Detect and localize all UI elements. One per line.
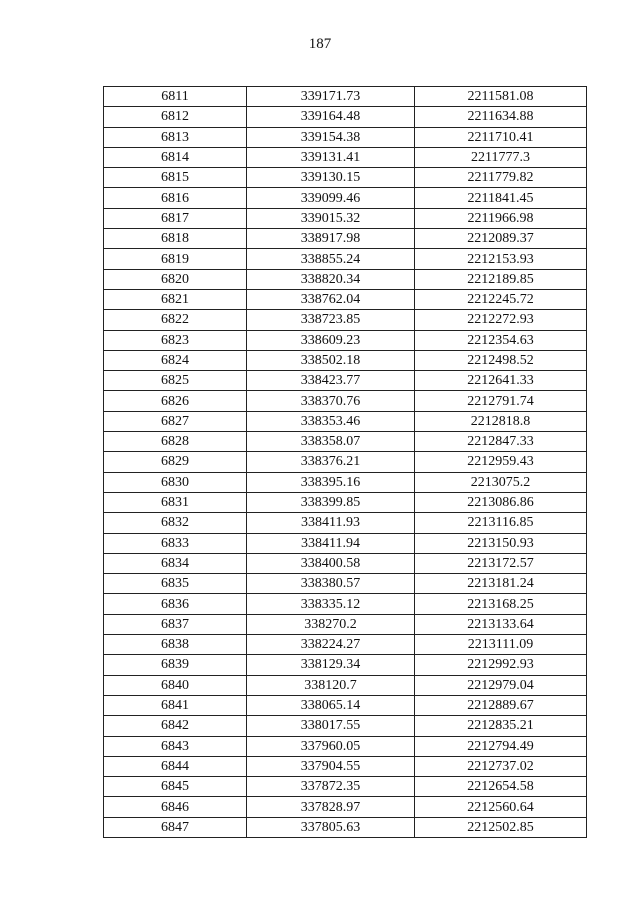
table-row <box>104 716 587 736</box>
x-coordinate-cell: 338129.34 <box>247 655 415 675</box>
table-row <box>104 777 587 797</box>
table-row <box>104 675 587 695</box>
point-number-cell: 6838 <box>104 635 247 655</box>
x-coordinate-cell: 338855.24 <box>247 249 415 269</box>
y-coordinate-cell: 2212189.85 <box>415 269 587 289</box>
x-coordinate-cell: 338411.93 <box>247 513 415 533</box>
x-coordinate-cell: 338762.04 <box>247 289 415 309</box>
y-coordinate-cell: 2212737.02 <box>415 756 587 776</box>
x-coordinate-cell: 338917.98 <box>247 229 415 249</box>
point-number-cell: 6826 <box>104 391 247 411</box>
x-coordinate-cell: 338370.76 <box>247 391 415 411</box>
x-coordinate-cell: 339130.15 <box>247 168 415 188</box>
table-row <box>104 695 587 715</box>
y-coordinate-cell: 2212498.52 <box>415 350 587 370</box>
x-coordinate-cell: 338335.12 <box>247 594 415 614</box>
x-coordinate-cell: 337828.97 <box>247 797 415 817</box>
y-coordinate-cell: 2212818.8 <box>415 411 587 431</box>
y-coordinate-cell: 2213111.09 <box>415 635 587 655</box>
table-row <box>104 736 587 756</box>
y-coordinate-cell: 2212245.72 <box>415 289 587 309</box>
table-row <box>104 229 587 249</box>
point-number-cell: 6816 <box>104 188 247 208</box>
x-coordinate-cell: 338224.27 <box>247 635 415 655</box>
table-row <box>104 289 587 309</box>
x-coordinate-cell: 339099.46 <box>247 188 415 208</box>
table-row <box>104 533 587 553</box>
x-coordinate-cell: 339171.73 <box>247 87 415 107</box>
x-coordinate-cell: 339164.48 <box>247 107 415 127</box>
x-coordinate-cell: 338065.14 <box>247 695 415 715</box>
table-row <box>104 513 587 533</box>
table-row <box>104 168 587 188</box>
x-coordinate-cell: 337805.63 <box>247 817 415 837</box>
table-row <box>104 147 587 167</box>
point-number-cell: 6829 <box>104 452 247 472</box>
y-coordinate-cell: 2211634.88 <box>415 107 587 127</box>
x-coordinate-cell: 338395.16 <box>247 472 415 492</box>
point-number-cell: 6835 <box>104 574 247 594</box>
coordinates-table <box>103 86 587 838</box>
x-coordinate-cell: 338353.46 <box>247 411 415 431</box>
y-coordinate-cell: 2212502.85 <box>415 817 587 837</box>
y-coordinate-cell: 2211777.3 <box>415 147 587 167</box>
point-number-cell: 6815 <box>104 168 247 188</box>
table-row <box>104 350 587 370</box>
point-number-cell: 6817 <box>104 208 247 228</box>
table-row <box>104 411 587 431</box>
point-number-cell: 6846 <box>104 797 247 817</box>
point-number-cell: 6840 <box>104 675 247 695</box>
y-coordinate-cell: 2212089.37 <box>415 229 587 249</box>
y-coordinate-cell: 2212791.74 <box>415 391 587 411</box>
table-row <box>104 208 587 228</box>
point-number-cell: 6823 <box>104 330 247 350</box>
x-coordinate-cell: 338423.77 <box>247 371 415 391</box>
table-row <box>104 87 587 107</box>
point-number-cell: 6824 <box>104 350 247 370</box>
x-coordinate-cell: 338820.34 <box>247 269 415 289</box>
x-coordinate-cell: 338609.23 <box>247 330 415 350</box>
coordinates-table-body <box>104 87 587 838</box>
y-coordinate-cell: 2212959.43 <box>415 452 587 472</box>
x-coordinate-cell: 338376.21 <box>247 452 415 472</box>
table-row <box>104 472 587 492</box>
x-coordinate-cell: 337960.05 <box>247 736 415 756</box>
point-number-cell: 6836 <box>104 594 247 614</box>
point-number-cell: 6814 <box>104 147 247 167</box>
y-coordinate-cell: 2213172.57 <box>415 553 587 573</box>
y-coordinate-cell: 2213075.2 <box>415 472 587 492</box>
table-row <box>104 127 587 147</box>
x-coordinate-cell: 338400.58 <box>247 553 415 573</box>
point-number-cell: 6830 <box>104 472 247 492</box>
point-number-cell: 6822 <box>104 310 247 330</box>
y-coordinate-cell: 2212794.49 <box>415 736 587 756</box>
y-coordinate-cell: 2212889.67 <box>415 695 587 715</box>
x-coordinate-cell: 339154.38 <box>247 127 415 147</box>
point-number-cell: 6844 <box>104 756 247 776</box>
table-row <box>104 574 587 594</box>
table-row <box>104 797 587 817</box>
x-coordinate-cell: 339015.32 <box>247 208 415 228</box>
y-coordinate-cell: 2211779.82 <box>415 168 587 188</box>
x-coordinate-cell: 337872.35 <box>247 777 415 797</box>
table-row <box>104 371 587 391</box>
y-coordinate-cell: 2212654.58 <box>415 777 587 797</box>
point-number-cell: 6847 <box>104 817 247 837</box>
point-number-cell: 6818 <box>104 229 247 249</box>
point-number-cell: 6832 <box>104 513 247 533</box>
table-row <box>104 432 587 452</box>
y-coordinate-cell: 2212560.64 <box>415 797 587 817</box>
table-row <box>104 452 587 472</box>
x-coordinate-cell: 338399.85 <box>247 492 415 512</box>
table-row <box>104 107 587 127</box>
x-coordinate-cell: 339131.41 <box>247 147 415 167</box>
point-number-cell: 6839 <box>104 655 247 675</box>
y-coordinate-cell: 2213181.24 <box>415 574 587 594</box>
point-number-cell: 6843 <box>104 736 247 756</box>
page-number: 187 <box>308 36 332 52</box>
y-coordinate-cell: 2212992.93 <box>415 655 587 675</box>
point-number-cell: 6827 <box>104 411 247 431</box>
y-coordinate-cell: 2211581.08 <box>415 87 587 107</box>
point-number-cell: 6831 <box>104 492 247 512</box>
x-coordinate-cell: 338017.55 <box>247 716 415 736</box>
table-row <box>104 756 587 776</box>
point-number-cell: 6821 <box>104 289 247 309</box>
point-number-cell: 6819 <box>104 249 247 269</box>
point-number-cell: 6837 <box>104 614 247 634</box>
y-coordinate-cell: 2213116.85 <box>415 513 587 533</box>
y-coordinate-cell: 2212979.04 <box>415 675 587 695</box>
y-coordinate-cell: 2212272.93 <box>415 310 587 330</box>
table-row <box>104 614 587 634</box>
y-coordinate-cell: 2212847.33 <box>415 432 587 452</box>
x-coordinate-cell: 338502.18 <box>247 350 415 370</box>
x-coordinate-cell: 338380.57 <box>247 574 415 594</box>
table-row <box>104 330 587 350</box>
point-number-cell: 6841 <box>104 695 247 715</box>
y-coordinate-cell: 2213168.25 <box>415 594 587 614</box>
table-row <box>104 655 587 675</box>
table-row <box>104 310 587 330</box>
x-coordinate-cell: 338411.94 <box>247 533 415 553</box>
y-coordinate-cell: 2212835.21 <box>415 716 587 736</box>
table-row <box>104 269 587 289</box>
y-coordinate-cell: 2211841.45 <box>415 188 587 208</box>
point-number-cell: 6811 <box>104 87 247 107</box>
y-coordinate-cell: 2212354.63 <box>415 330 587 350</box>
table-row <box>104 391 587 411</box>
table-row <box>104 635 587 655</box>
table-row <box>104 553 587 573</box>
point-number-cell: 6820 <box>104 269 247 289</box>
x-coordinate-cell: 338723.85 <box>247 310 415 330</box>
y-coordinate-cell: 2213133.64 <box>415 614 587 634</box>
point-number-cell: 6813 <box>104 127 247 147</box>
point-number-cell: 6833 <box>104 533 247 553</box>
y-coordinate-cell: 2213086.86 <box>415 492 587 512</box>
table-row <box>104 249 587 269</box>
x-coordinate-cell: 338358.07 <box>247 432 415 452</box>
table-row <box>104 188 587 208</box>
point-number-cell: 6842 <box>104 716 247 736</box>
y-coordinate-cell: 2211710.41 <box>415 127 587 147</box>
x-coordinate-cell: 338270.2 <box>247 614 415 634</box>
y-coordinate-cell: 2213150.93 <box>415 533 587 553</box>
point-number-cell: 6812 <box>104 107 247 127</box>
point-number-cell: 6828 <box>104 432 247 452</box>
y-coordinate-cell: 2212153.93 <box>415 249 587 269</box>
point-number-cell: 6845 <box>104 777 247 797</box>
x-coordinate-cell: 337904.55 <box>247 756 415 776</box>
x-coordinate-cell: 338120.7 <box>247 675 415 695</box>
table-row <box>104 492 587 512</box>
table-row <box>104 817 587 837</box>
point-number-cell: 6825 <box>104 371 247 391</box>
y-coordinate-cell: 2211966.98 <box>415 208 587 228</box>
y-coordinate-cell: 2212641.33 <box>415 371 587 391</box>
point-number-cell: 6834 <box>104 553 247 573</box>
table-row <box>104 594 587 614</box>
